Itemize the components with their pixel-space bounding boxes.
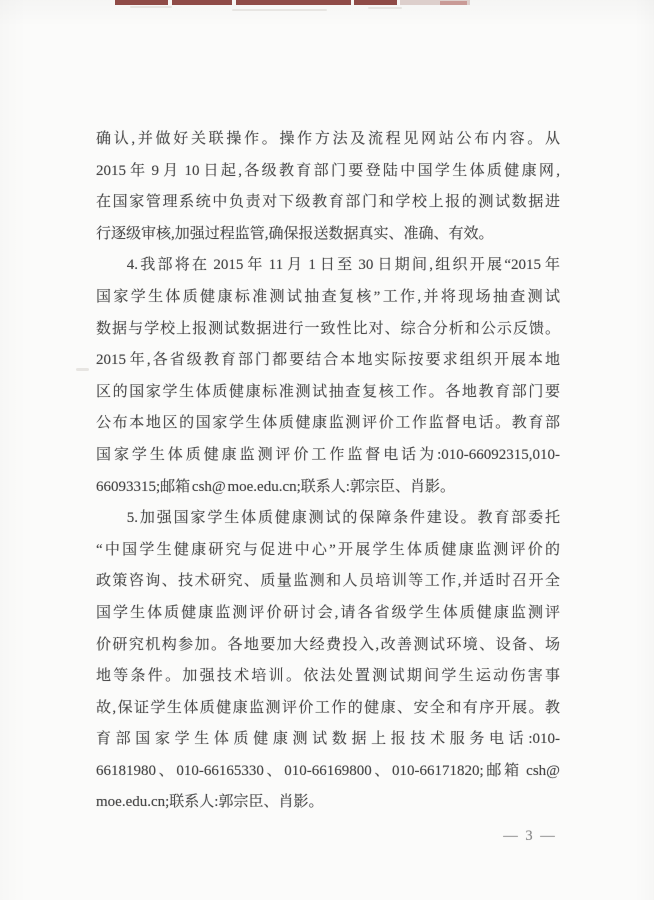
letterhead-bar-segment bbox=[172, 0, 232, 5]
letterhead-bar-segment bbox=[354, 0, 397, 5]
text-line: 国家学生体质健康标准测试抽查复核”工作,并将现场抽查测试 bbox=[96, 288, 560, 305]
text-line: 公布本地区的国家学生体质健康监测评价工作监督电话。教育部 bbox=[96, 415, 560, 432]
scan-artifact bbox=[76, 368, 89, 371]
text-line: 数据与学校上报测试数据进行一致性比对、综合分析和公示反馈。 bbox=[96, 320, 560, 337]
text-line: 确认,并做好关联操作。操作方法及流程见网站公布内容。从 bbox=[96, 131, 560, 147]
text-line: 政策咨询、技术研究、质量监测和人员培训等工作,并适时召开全 bbox=[96, 573, 560, 590]
text-line: 66093315;邮箱 csh@ moe.edu.cn;联系人:郭宗臣、肖影。 bbox=[96, 478, 455, 495]
text-line: 2015 年,各省级教育部门都要结合本地实际按要求组织开展本地 bbox=[96, 352, 560, 369]
text-line: 价研究机构参加。各地要加大经费投入,改善测试环境、设备、场 bbox=[96, 636, 560, 653]
scan-artifact bbox=[130, 6, 172, 8]
text-line: 故,保证学生体质健康监测评价工作的健康、安全和有序开展。教 bbox=[96, 699, 560, 716]
scan-artifact bbox=[232, 9, 327, 11]
text-line: 区的国家学生体质健康标准测试抽查复核工作。各地教育部门要 bbox=[96, 383, 560, 400]
text-line: 在国家管理系统中负责对下级教育部门和学校上报的测试数据进 bbox=[96, 194, 560, 211]
text-line: 育部国家学生体质健康测试数据上报技术服务电话:010- bbox=[96, 731, 560, 748]
letterhead-bar-segment bbox=[440, 1, 467, 5]
text-line: moe.edu.cn;联系人:郭宗臣、肖影。 bbox=[96, 794, 324, 811]
text-line: 5.加强国家学生体质健康测试的保障条件建设。教育部委托 bbox=[126, 510, 560, 527]
text-line: 2015 年 9 月 10 日起,各级教育部门要登陆中国学生体质健康网, bbox=[96, 162, 560, 179]
scan-artifact bbox=[368, 7, 402, 9]
letterhead-bar-segment bbox=[236, 0, 351, 5]
text-line: 国家学生体质健康监测评价工作监督电话为:010-66092315,010- bbox=[96, 446, 560, 463]
text-line: 行逐级审核,加强过程监管,确保报送数据真实、准确、有效。 bbox=[96, 225, 494, 242]
text-line: 66181980、010-66165330、010-66169800、010-66171820;邮箱 csh@ bbox=[96, 762, 560, 779]
text-line: 地等条件。加强技术培训。依法处置测试期间学生运动伤害事 bbox=[96, 668, 560, 685]
text-line: “中国学生健康研究与促进中心”开展学生体质健康监测评价的 bbox=[96, 541, 560, 558]
page-number: — 3 — bbox=[503, 828, 557, 844]
letterhead-bar-segment bbox=[115, 0, 168, 5]
document-body bbox=[96, 124, 560, 819]
text-line: 4.我部将在 2015 年 11 月 1 日至 30 日期间,组织开展“2015 年 bbox=[126, 257, 560, 274]
text-line: 国学生体质健康监测评价研讨会,请各省级学生体质健康监测评 bbox=[96, 604, 560, 621]
